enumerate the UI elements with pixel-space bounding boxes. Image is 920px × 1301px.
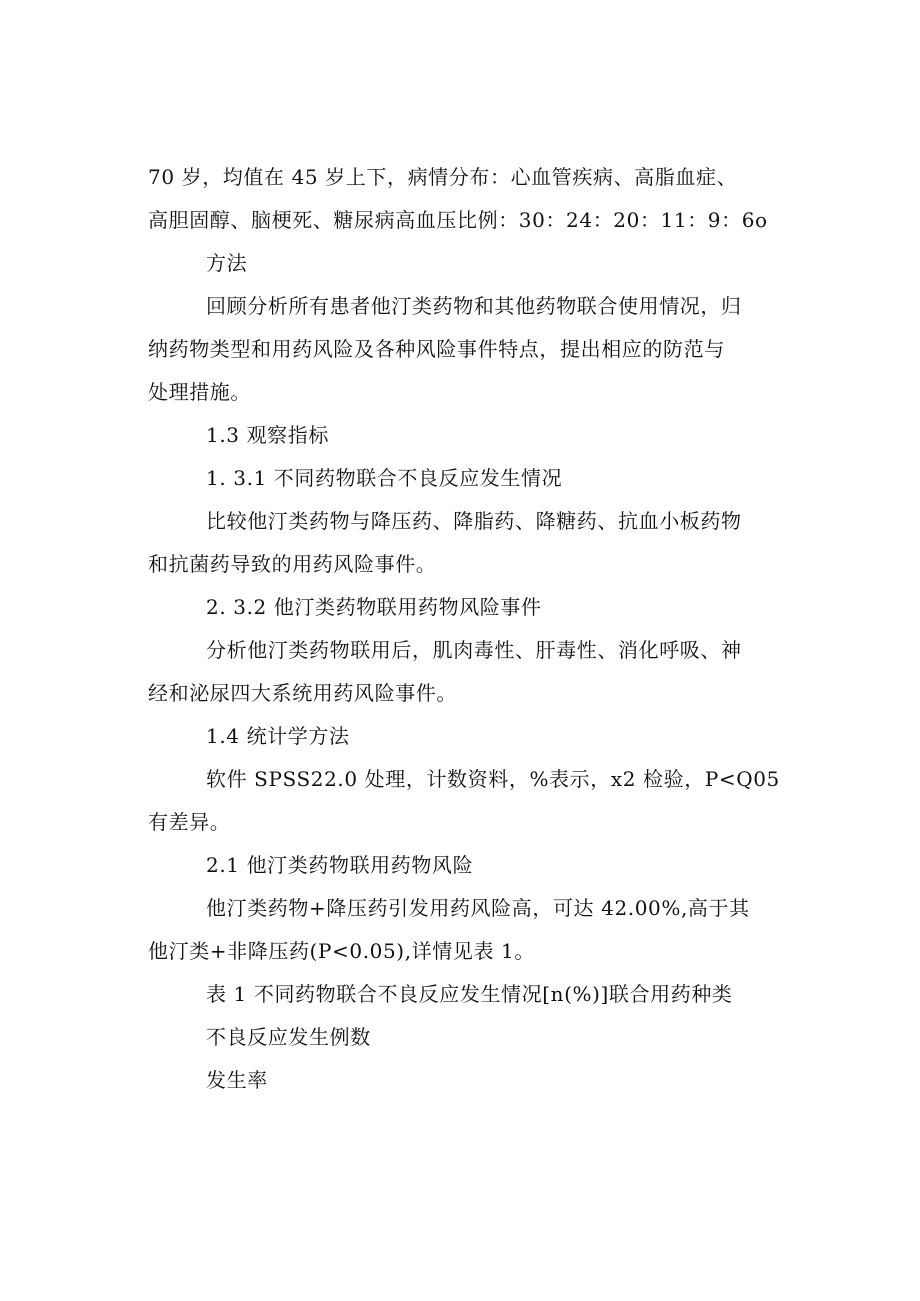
paragraph-line: 回顾分析所有患者他汀类药物和其他药物联合使用情况，归 [206, 294, 742, 318]
paragraph-line: 软件 SPSS22.0 处理，计数资料，%表示，x2 检验，P<Q05 [206, 767, 780, 791]
section-heading-methods: 方法 [206, 251, 248, 275]
paragraph-line: 纳药物类型和用药风险及各种风险事件特点，提出相应的防范与 [148, 337, 725, 361]
paragraph-line: 经和泌尿四大系统用药风险事件。 [148, 681, 457, 705]
table-caption: 表 1 不同药物联合不良反应发生情况[n(%)]联合用药种类 [206, 982, 733, 1006]
document-body [148, 156, 798, 1102]
section-heading-1-3: 1.3 观察指标 [206, 423, 329, 447]
section-heading-2-1: 2.1 他汀类药物联用药物风险 [206, 853, 474, 877]
paragraph-line: 他汀类药物+降压药引发用药风险高，可达 42.00%,高于其 [206, 896, 750, 920]
table-column-label: 不良反应发生例数 [206, 1025, 371, 1049]
paragraph-line: 有差异。 [148, 810, 231, 834]
paragraph-line: 分析他汀类药物联用后，肌肉毒性、肝毒性、消化呼吸、神 [206, 638, 742, 662]
paragraph-line: 比较他汀类药物与降压药、降脂药、降糖药、抗血小板药物 [206, 509, 742, 533]
paragraph-line: 高胆固醇、脑梗死、糖尿病高血压比例：30：24：20：11：9：6o [148, 208, 768, 232]
section-heading-1-4: 1.4 统计学方法 [206, 724, 350, 748]
paragraph-line: 他汀类+非降压药(P<0.05),详情见表 1。 [148, 939, 535, 963]
paragraph-line: 70 岁，均值在 45 岁上下，病情分布：心血管疾病、高脂血症、 [148, 165, 738, 189]
subsection-heading-1-3-1: 1. 3.1 不同药物联合不良反应发生情况 [206, 466, 563, 490]
paragraph-line: 处理措施。 [148, 380, 251, 404]
table-column-label: 发生率 [206, 1068, 268, 1092]
paragraph-line: 和抗菌药导致的用药风险事件。 [148, 552, 437, 576]
subsection-heading-2-3-2: 2. 3.2 他汀类药物联用药物风险事件 [206, 595, 542, 619]
